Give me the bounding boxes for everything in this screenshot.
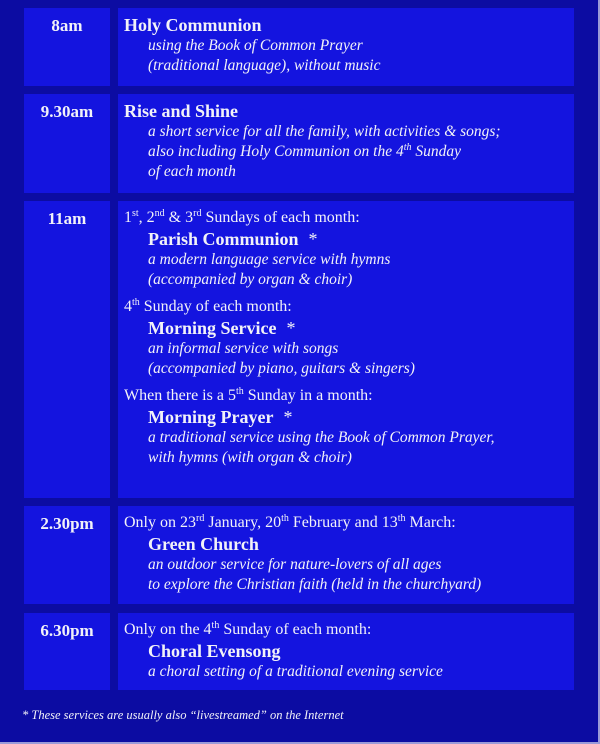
livestream-asterisk: * bbox=[283, 407, 293, 427]
service-details bbox=[118, 201, 574, 498]
service-option-morning-service bbox=[124, 296, 574, 379]
service-schedule: When there is a 5th Sunday in a month: bbox=[124, 386, 373, 404]
service-description: an informal service with songs (accompanied by piano, guitars & singers) bbox=[148, 340, 415, 377]
service-title: Rise and Shine bbox=[124, 101, 239, 121]
service-description: a short service for all the family, with activities & songs; also including Holy Communion on the 4th Sunday of each month bbox=[148, 123, 501, 180]
service-row-630pm bbox=[24, 613, 574, 690]
service-time: 11am bbox=[24, 201, 110, 498]
service-time: 8am bbox=[24, 8, 110, 86]
service-schedule: 1st, 2nd & 3rd Sundays of each month: bbox=[124, 208, 360, 226]
service-description: a traditional service using the Book of Common Prayer, with hymns (with organ & choir) bbox=[148, 429, 495, 466]
service-row-230pm bbox=[24, 506, 574, 604]
service-title: Green Church bbox=[148, 534, 259, 554]
service-schedule: Only on 23rd January, 20th February and 13th March: bbox=[124, 513, 456, 531]
service-time: 6.30pm bbox=[24, 613, 110, 690]
service-time: 2.30pm bbox=[24, 506, 110, 604]
service-title: Morning Service * bbox=[148, 318, 296, 338]
service-schedule: Only on the 4th Sunday of each month: bbox=[124, 620, 372, 638]
service-schedule: 4th Sunday of each month: bbox=[124, 297, 292, 315]
service-description: a choral setting of a traditional evening service bbox=[148, 663, 443, 680]
service-title: Choral Evensong bbox=[148, 641, 281, 661]
livestream-footnote: * These services are usually also “livestreamed” on the Internet bbox=[22, 708, 344, 722]
service-option-parish-communion bbox=[124, 207, 574, 290]
service-title: Holy Communion bbox=[124, 15, 262, 35]
service-row-8am bbox=[24, 8, 574, 86]
service-row-11am bbox=[24, 201, 574, 498]
service-description: an outdoor service for nature-lovers of all ages to explore the Christian faith (held in the churchyard) bbox=[148, 556, 482, 593]
service-row-930am bbox=[24, 94, 574, 193]
livestream-asterisk: * bbox=[308, 229, 318, 249]
service-description: a modern language service with hymns (accompanied by organ & choir) bbox=[148, 251, 391, 288]
service-option-morning-prayer bbox=[124, 385, 574, 468]
service-title: Morning Prayer * bbox=[148, 407, 293, 427]
service-details bbox=[118, 506, 574, 604]
service-time: 9.30am bbox=[24, 94, 110, 193]
service-details bbox=[118, 8, 574, 86]
service-description: using the Book of Common Prayer (traditional language), without music bbox=[148, 37, 381, 74]
service-title: Parish Communion * bbox=[148, 229, 318, 249]
service-details bbox=[118, 613, 574, 690]
livestream-asterisk: * bbox=[286, 318, 296, 338]
service-details bbox=[118, 94, 574, 193]
